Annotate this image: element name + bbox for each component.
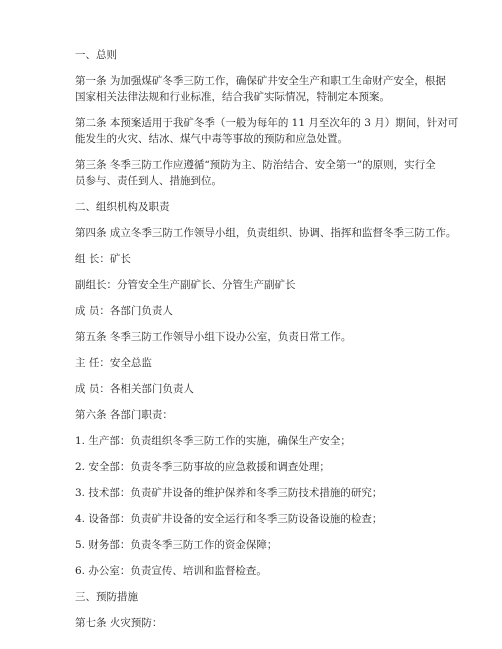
duty-item-4 [75,511,495,527]
document-body [75,47,495,641]
text-line: 第一条 为加强煤矿冬季三防工作，确保矿井安全生产和职工生命财产安全，根据 [75,75,446,87]
text-line: 6. 办公室：负责宣传、培训和监督检查。 [75,565,267,577]
duty-item-5 [75,537,495,553]
article-4 [75,225,495,241]
deputy-leader-line [75,277,495,293]
leader-line [75,251,495,267]
duty-item-1 [75,433,495,449]
article-3 [75,157,495,189]
text-line: 能发生的火灾、结冰、煤气中毒等事故的预防和应急处置。 [75,133,348,145]
text-line: 第七条 火灾预防： [75,617,163,629]
article-6 [75,407,495,423]
text-line: 一、总则 [75,49,117,61]
text-line: 国家相关法律法规和行业标准，结合我矿实际情况，特制定本预案。 [75,91,390,103]
text-line: 第四条 成立冬季三防工作领导小组，负责组织、协调、指挥和监督冬季三防工作。 [75,227,457,239]
text-line: 主 任：安全总监 [75,357,152,369]
office-members-line [75,381,495,397]
text-line: 5. 财务部：负责冬季三防工作的资金保障； [75,539,278,551]
article-5 [75,329,495,345]
text-line: 第三条 冬季三防工作应遵循“预防为主、防治结合、安全第一”的原则，实行全 [75,159,436,171]
duty-item-2 [75,459,495,475]
director-line [75,355,495,371]
article-7 [75,615,495,631]
duty-item-6 [75,563,495,579]
text-line: 2. 安全部：负责冬季三防事故的应急救援和调查处理； [75,461,330,473]
text-line: 员参与、责任到人、措施到位。 [75,175,222,187]
section-heading-organization [75,199,495,215]
article-2 [75,115,495,147]
text-line: 三、预防措施 [75,591,138,603]
text-line: 4. 设备部：负责矿井设备的安全运行和冬季三防设备设施的检查； [75,513,383,525]
text-line: 组 长：矿长 [75,253,131,265]
section-heading-general [75,47,495,63]
text-line: 成 员：各相关部门负责人 [75,383,194,395]
duty-item-3 [75,485,495,501]
article-1 [75,73,495,105]
text-line: 二、组织机构及职责 [75,201,170,213]
text-line: 第六条 各部门职责： [75,409,173,421]
text-line: 3. 技术部：负责矿井设备的维护保养和冬季三防技术措施的研究； [75,487,383,499]
text-line: 1. 生产部：负责组织冬季三防工作的实施，确保生产安全； [75,435,351,447]
text-line: 副组长：分管安全生产副矿长、分管生产副矿长 [75,279,296,291]
text-line: 第五条 冬季三防工作领导小组下设办公室，负责日常工作。 [75,331,352,343]
section-heading-prevention [75,589,495,605]
text-line: 第二条 本预案适用于我矿冬季（一般为每年的 11 月至次年的 3 月）期间，针对可 [75,117,459,129]
members-line [75,303,495,319]
text-line: 成 员：各部门负责人 [75,305,173,317]
